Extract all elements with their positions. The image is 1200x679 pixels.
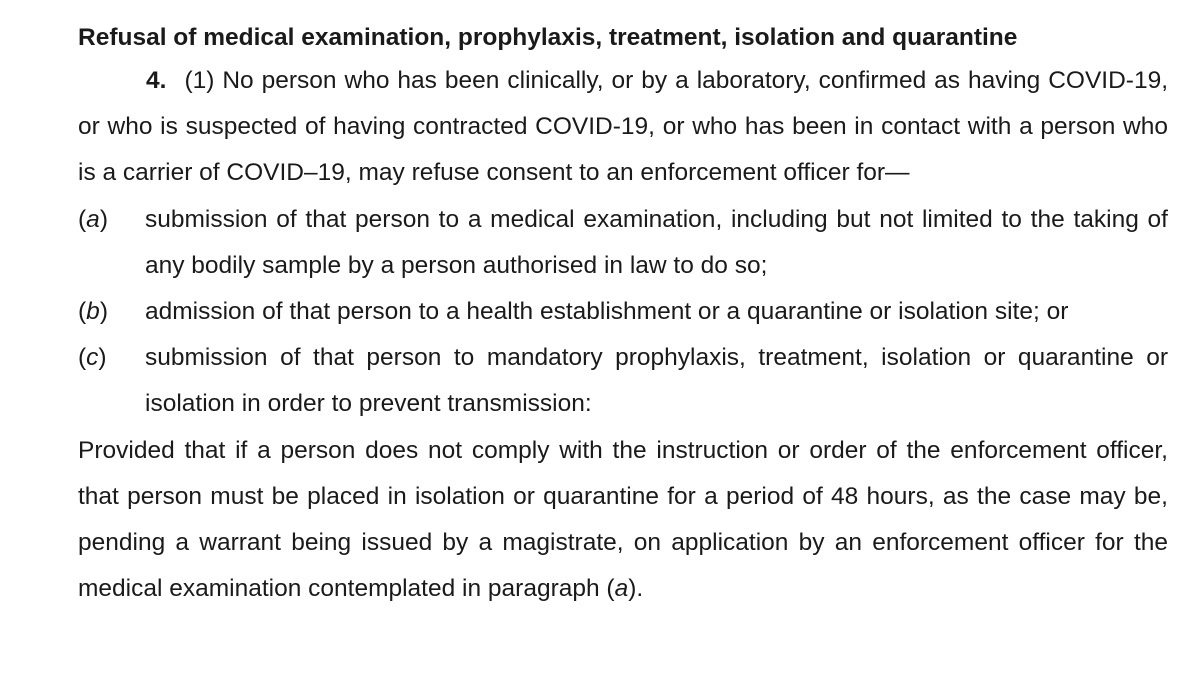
- item-marker-a: (a): [78, 205, 108, 233]
- section-paragraph: [78, 58, 1168, 197]
- item-text-c: submission of that person to mandatory prophylaxis, treatment, isolation or quarantine or isolation in order to prevent transmission:: [145, 344, 1168, 418]
- section-heading: Refusal of medical examination, prophylaxis, treatment, isolation and quarantine: [78, 24, 1018, 51]
- list-item-b: [78, 289, 1168, 335]
- section-number: 4.: [146, 67, 167, 94]
- list-item-c: [78, 335, 1168, 427]
- proviso-paragraph: [78, 428, 1168, 613]
- item-marker-b: (b): [78, 298, 108, 326]
- list-item-a: [78, 197, 1168, 289]
- item-text-a: submission of that person to a medical examination, including but not limited to the taking of any bodily sample by a person authorised in law to do so;: [145, 205, 1168, 279]
- proviso-text: Provided that if a person does not comply with the instruction or order of the enforcement officer, that person must be placed in isolation or quarantine for a period of 48 hours, as the case may be, pending a warrant being issued by a magistrate, on application by an enforcement officer for the medical examination contemplated in paragraph (: [78, 436, 1168, 603]
- section-text: (1) No person who has been clinically, or by a laboratory, confirmed as having COVID-19, or who is suspected of having contracted COVID-19, or who has been in contact with a person who is a carrier of COVID–19, may refuse consent to an enforcement officer for—: [78, 67, 1168, 187]
- proviso-end: ).: [628, 575, 644, 603]
- item-marker-c: (c): [78, 344, 107, 372]
- proviso-paragraph-ref: a: [614, 575, 629, 603]
- item-text-b: admission of that person to a health establishment or a quarantine or isolation site; or: [145, 298, 1069, 326]
- document-page: [78, 18, 1168, 612]
